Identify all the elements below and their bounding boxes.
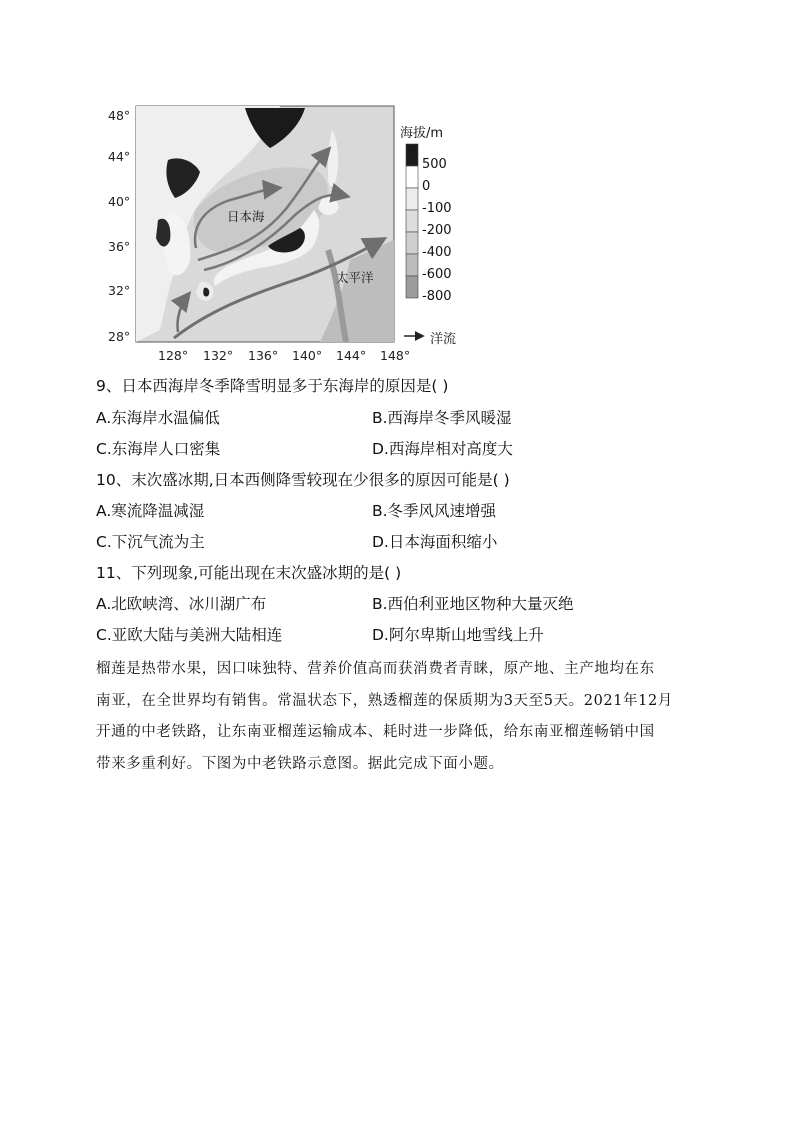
legend-label: -200 [422,223,452,238]
lon-label: 140° [292,348,323,363]
passage-line: 带来多重利好。下图为中老铁路示意图。据此完成下面小题。 [96,755,504,772]
question-11-option-d[interactable]: D.阿尔卑斯山地雪线上升 [372,626,544,644]
lat-label: 40° [108,194,131,209]
lat-label: 44° [108,149,131,164]
current-legend-label: 洋流 [430,332,457,347]
durian-passage [96,654,696,780]
legend-label: -600 [422,267,452,282]
question-9-stem: 9、日本西海岸冬季降雪明显多于东海岸的原因是( ) [96,377,449,395]
question-9-option-c[interactable]: C.东海岸人口密集 [96,440,221,458]
lat-label: 32° [108,283,131,298]
lon-label: 128° [158,348,189,363]
question-11-option-a[interactable]: A.北欧峡湾、冰川湖广布 [96,595,267,613]
legend-label: -100 [422,201,452,216]
lat-label: 36° [108,239,131,254]
legend-bar-m200 [406,210,418,232]
question-10-option-a[interactable]: A.寒流降温减湿 [96,502,205,520]
legend-bar-500 [406,144,418,166]
legend-label: 500 [422,157,447,172]
legend-bar-m100 [406,188,418,210]
lon-label: 144° [336,348,367,363]
lon-label: 132° [203,348,234,363]
question-9-option-d[interactable]: D.西海岸相对高度大 [372,440,513,458]
passage-line: 榴莲是热带水果，因口味独特、营养价值高而获消费者青睐，原产地、主产地均在东 [96,661,655,677]
legend-bar-m600 [406,254,418,276]
lat-label: 48° [108,108,131,123]
question-10-option-d[interactable]: D.日本海面积缩小 [372,533,498,551]
legend-label: -400 [422,245,452,260]
legend-label: 0 [422,179,431,194]
passage-line: 南亚，在全世界均有销售。常温状态下，熟透榴莲的保质期为3天至5天。2021年12月 [96,692,673,709]
question-11-option-b[interactable]: B.西伯利亚地区物种大量灭绝 [372,595,574,613]
legend-title: 海拔/m [400,126,444,141]
question-10-stem: 10、末次盛冰期,日本西侧降雪较现在少很多的原因可能是( ) [96,471,510,489]
question-9-option-a[interactable]: A.东海岸水温偏低 [96,409,220,427]
legend-bar-m400 [406,232,418,254]
passage-line: 开通的中老铁路，让东南亚榴莲运输成本、耗时进一步降低，给东南亚榴莲畅销中国 [96,724,655,740]
legend-label: -800 [422,289,452,304]
lon-label: 136° [248,348,279,363]
question-9-option-b[interactable]: B.西海岸冬季风暖湿 [372,409,512,427]
lon-label: 148° [380,348,411,363]
legend-bar-0 [406,166,418,188]
lat-label: 28° [108,329,131,344]
legend-bar-m800 [406,276,418,298]
question-11-option-c[interactable]: C.亚欧大陆与美洲大陆相连 [96,626,283,644]
japan-sea-label: 日本海 [227,209,265,224]
question-11-stem: 11、下列现象,可能出现在末次盛冰期的是( ) [96,564,402,582]
question-10-option-b[interactable]: B.冬季风风速增强 [372,502,497,520]
question-10-option-c[interactable]: C.下沉气流为主 [96,533,205,551]
pacific-label: 太平洋 [336,270,374,285]
japan-sea-map-figure [100,100,470,365]
